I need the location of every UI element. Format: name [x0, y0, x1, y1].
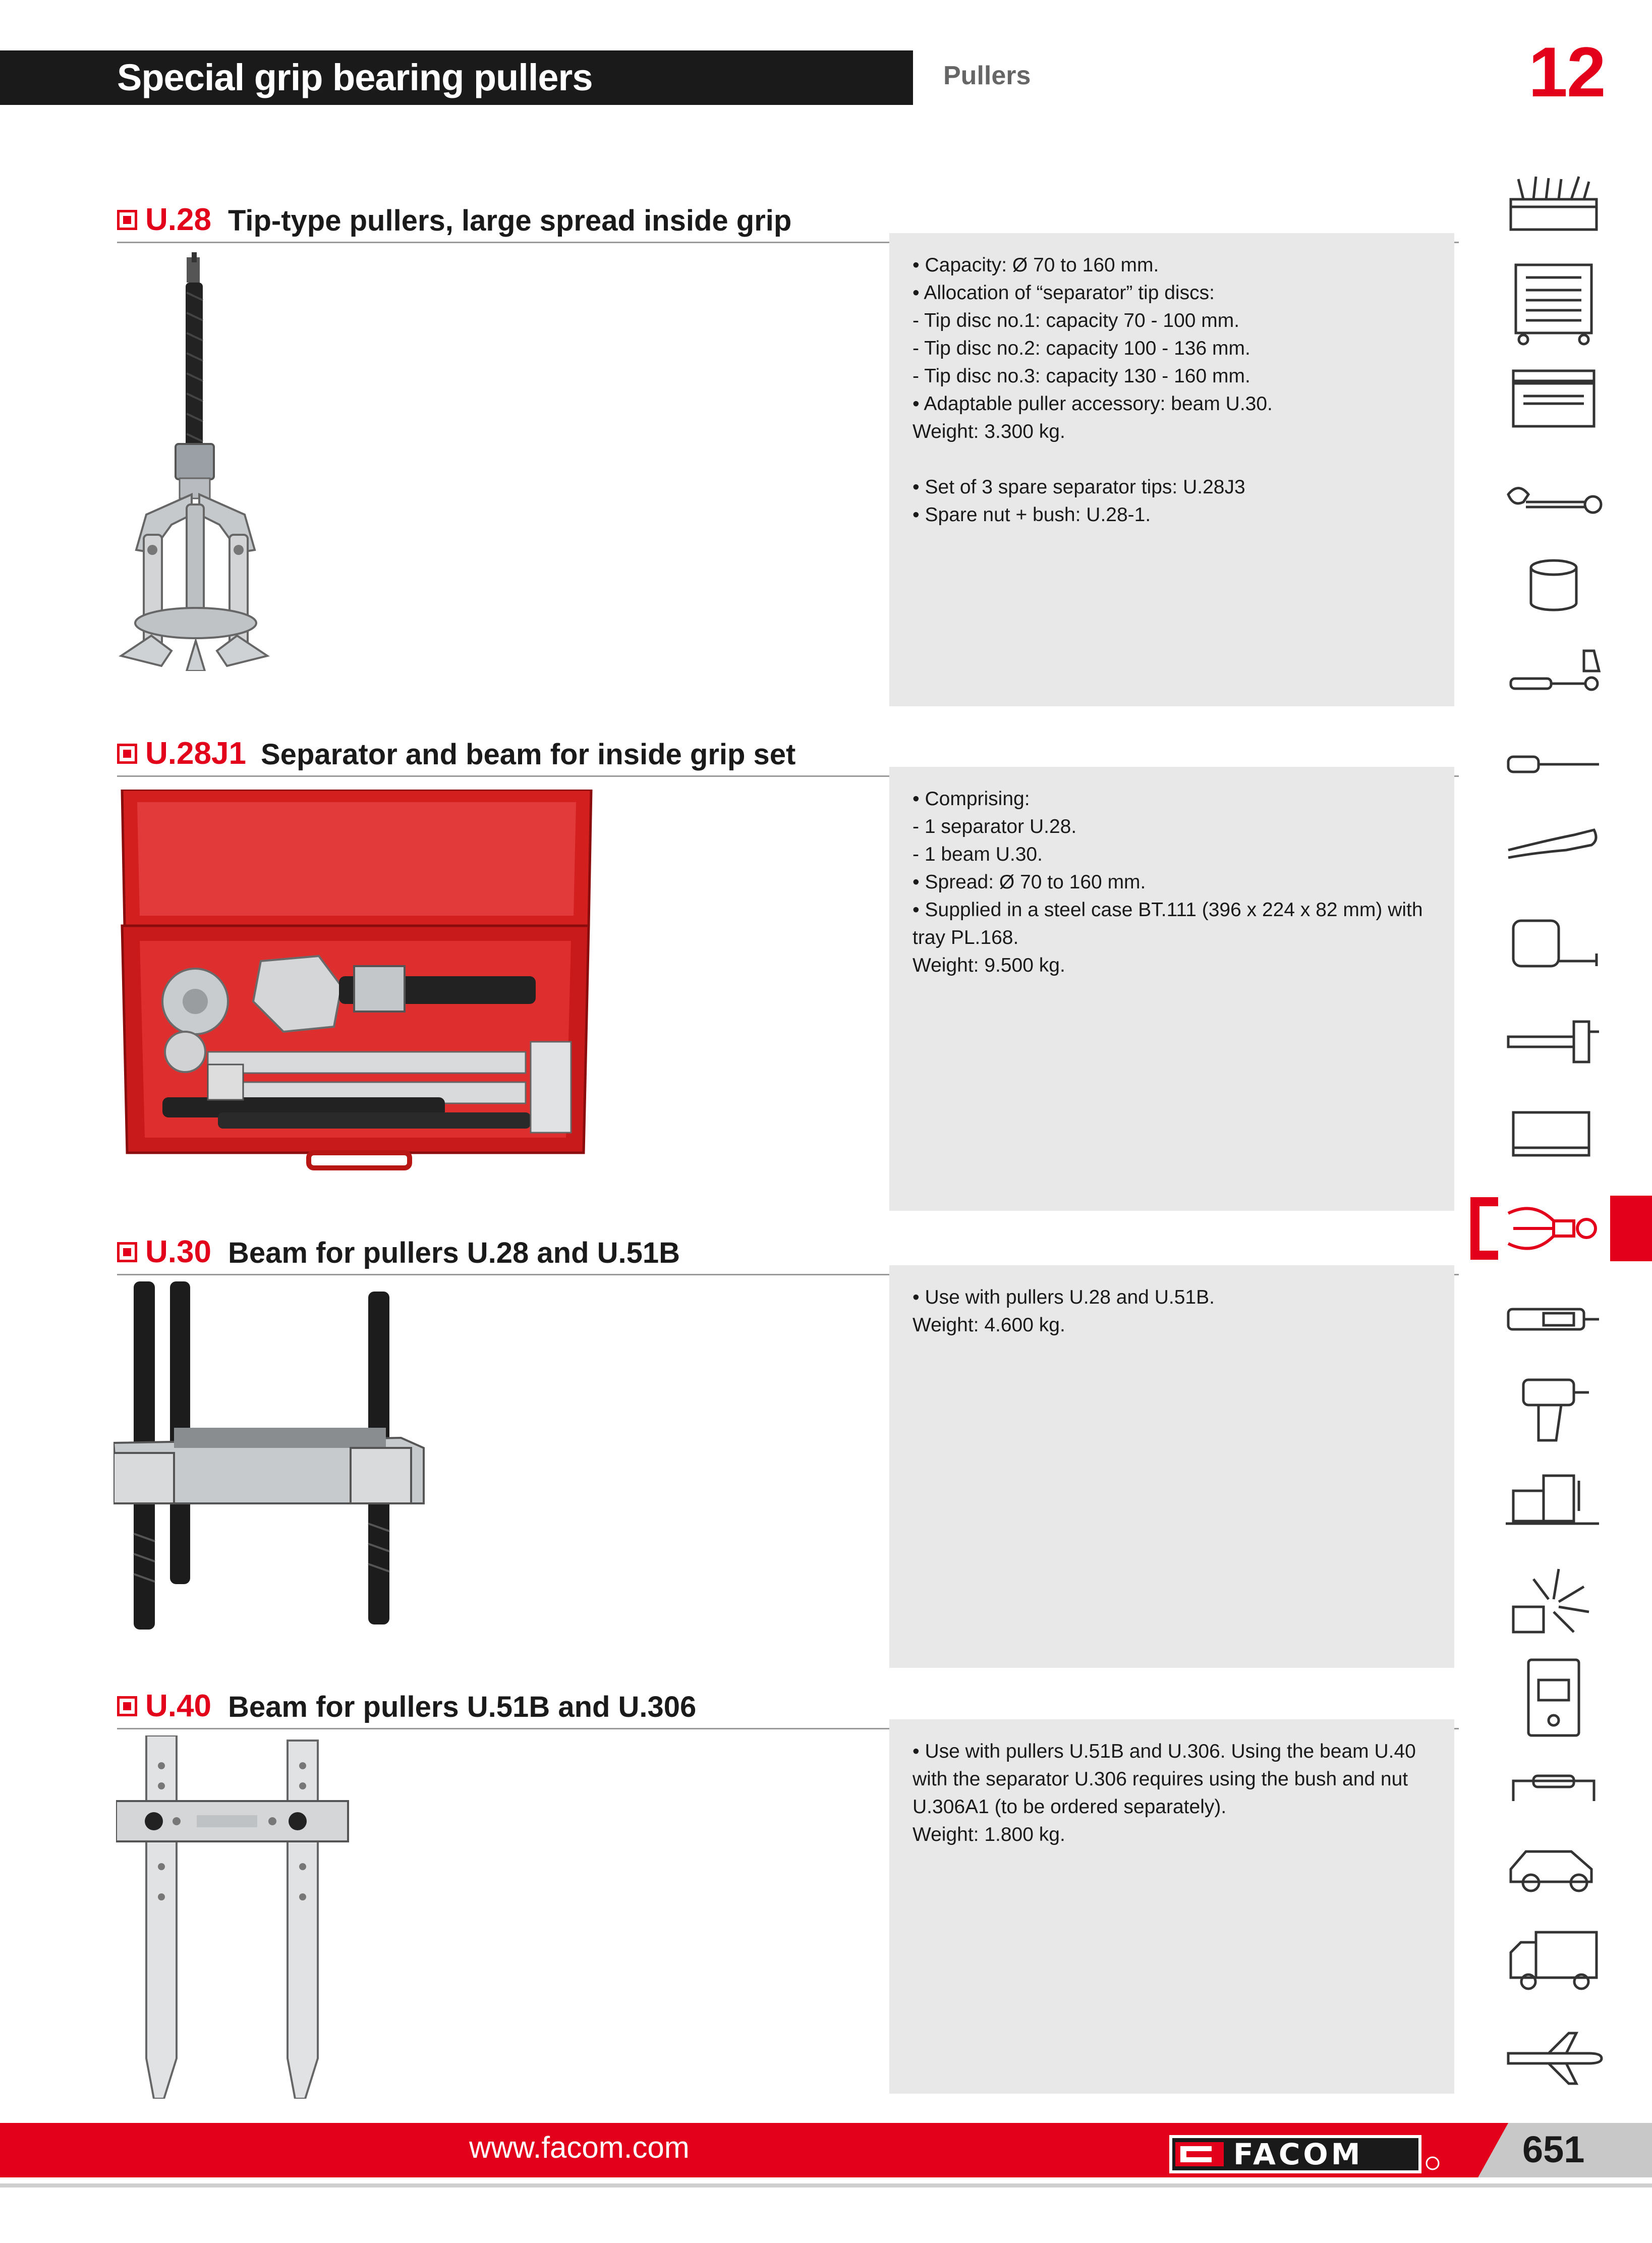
spec-line: • Set of 3 spare separator tips: U.28J3	[913, 476, 1245, 498]
spec-panel-u30	[889, 1265, 1454, 1668]
screwdriver-icon[interactable]	[1503, 734, 1604, 795]
spec-line: tray PL.168.	[913, 927, 1019, 948]
airplane-icon[interactable]	[1503, 2028, 1604, 2089]
spec-panel-u28j1	[889, 767, 1454, 1211]
section-label: Pullers	[943, 61, 1031, 90]
truck-icon[interactable]	[1503, 1927, 1604, 1993]
tape-measure-icon[interactable]	[1503, 911, 1604, 971]
spec-line: • Spare nut + bush: U.28-1.	[913, 504, 1151, 526]
product-name: Separator and beam for inside grip set	[261, 738, 796, 771]
spec-line: • Capacity: Ø 70 to 160 mm.	[913, 254, 1159, 276]
puller-icon[interactable]	[1503, 1198, 1604, 1259]
spec-line: • Adaptable puller accessory: beam U.30.	[913, 393, 1273, 415]
product-name: Beam for pullers U.28 and U.51B	[228, 1237, 680, 1269]
hacksaw-icon[interactable]	[1503, 1102, 1604, 1163]
roller-cabinet-icon[interactable]	[1503, 260, 1604, 346]
bullet-square-icon	[117, 744, 137, 764]
spec-line: with the separator U.306 requires using the bush and nut	[913, 1768, 1408, 1790]
active-tab-marker	[1610, 1196, 1652, 1261]
vice-icon[interactable]	[1503, 1471, 1604, 1531]
beam-image	[113, 1281, 436, 1630]
spec-line: - 1 separator U.28.	[913, 816, 1077, 837]
product-name: Beam for pullers U.51B and U.306	[228, 1691, 697, 1723]
product-code: U.28J1	[145, 736, 246, 771]
spec-line: - Tip disc no.3: capacity 130 - 160 mm.	[913, 365, 1250, 387]
spec-line: • Supplied in a steel case BT.111 (396 x 224 x 82 mm) with	[913, 899, 1423, 921]
spec-line: • Allocation of “separator” tip discs:	[913, 282, 1215, 304]
bullet-square-icon	[117, 1242, 137, 1262]
electrical-tester-icon[interactable]	[1503, 1289, 1604, 1350]
spec-line: U.306A1 (to be ordered separately).	[913, 1796, 1227, 1818]
spacer	[913, 445, 1454, 473]
facom-brand-text: FACOM	[1233, 2137, 1363, 2171]
product-code: U.28	[145, 202, 211, 237]
electric-icon[interactable]	[1503, 1655, 1604, 1741]
handle-icon[interactable]	[1503, 1756, 1604, 1816]
product-name: Tip-type pullers, large spread inside grip	[228, 204, 792, 237]
socket-icon[interactable]	[1503, 557, 1604, 618]
hammer-icon[interactable]	[1503, 1012, 1604, 1072]
spec-line: Weight: 4.600 kg.	[913, 1314, 1065, 1336]
spec-line: - Tip disc no.2: capacity 100 - 136 mm.	[913, 338, 1250, 359]
spec-line: • Comprising:	[913, 788, 1030, 810]
pliers-icon[interactable]	[1503, 820, 1604, 880]
spec-panel-u40	[889, 1719, 1454, 2094]
spec-line: Weight: 1.800 kg.	[913, 1824, 1065, 1845]
wrench-icon[interactable]	[1503, 472, 1604, 532]
spec-line: - Tip disc no.1: capacity 70 - 100 mm.	[913, 310, 1240, 331]
spec-line: • Use with pullers U.28 and U.51B.	[913, 1286, 1215, 1308]
bullet-square-icon	[117, 210, 137, 230]
bullet-square-icon	[117, 1696, 137, 1716]
footer-rule	[0, 2183, 1652, 2188]
page-title: Special grip bearing pullers	[117, 57, 593, 98]
spec-panel-u28	[889, 233, 1454, 706]
product-code: U.40	[145, 1689, 211, 1723]
product-code: U.30	[145, 1235, 211, 1269]
spec-line: • Use with pullers U.51B and U.306. Using the beam U.40	[913, 1741, 1416, 1762]
website-link[interactable]: www.facom.com	[469, 2130, 690, 2164]
page-number: 651	[1522, 2128, 1585, 2170]
spec-line: Weight: 3.300 kg.	[913, 421, 1065, 442]
three-leg-puller-image	[116, 252, 313, 671]
spec-line: • Spread: Ø 70 to 160 mm.	[913, 871, 1146, 893]
beam-legs-image	[116, 1735, 358, 2099]
spec-line: - 1 beam U.30.	[913, 844, 1043, 865]
chapter-number: 12	[1528, 32, 1605, 111]
tool-box-icon[interactable]	[1503, 174, 1604, 235]
active-bracket-icon	[1469, 1196, 1500, 1261]
car-icon[interactable]	[1503, 1836, 1604, 1897]
tool-case-icon[interactable]	[1503, 368, 1604, 429]
ratchet-icon[interactable]	[1503, 641, 1604, 701]
spec-line: Weight: 9.500 kg.	[913, 955, 1065, 976]
safety-icon[interactable]	[1503, 1559, 1604, 1645]
impact-wrench-icon[interactable]	[1503, 1370, 1604, 1450]
red-case-set-image	[117, 790, 596, 1183]
